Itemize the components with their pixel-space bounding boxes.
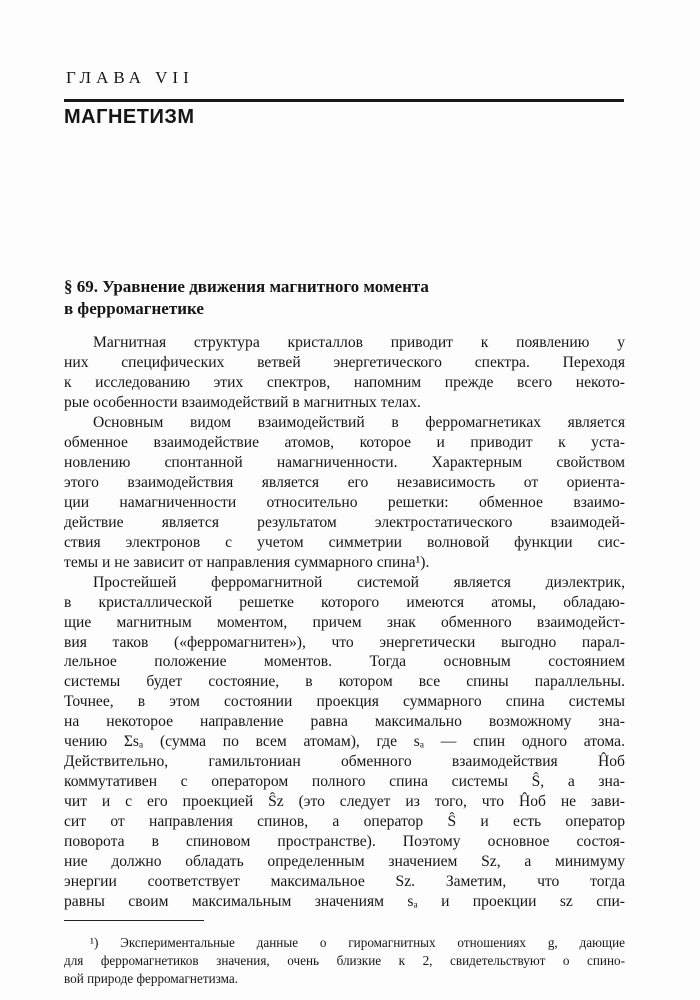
chapter-rule xyxy=(64,99,624,102)
text-line: ствия электронов с учетом симметрии волновой функции сис- xyxy=(64,533,625,551)
text-line: Основным видом взаимодействий в ферромагнетиках является xyxy=(93,413,625,431)
text-line: Точнее, в этом состоянии проекция суммарного спина системы xyxy=(64,693,625,711)
text-line: рые особенности взаимодействий в магнитных телах. xyxy=(64,393,421,411)
text-line: обменное взаимодействие атомов, которое и приводит к уста- xyxy=(64,433,625,451)
text-line: коммутативен с оператором полного спина системы Ŝ, а зна- xyxy=(64,773,625,791)
text-line: них специфических ветвей энергетического спектра. Переходя xyxy=(64,354,625,371)
text-line: к исследованию этих спектров, напомним прежде всего некото- xyxy=(64,373,625,391)
text-line: щие магнитным моментом, причем знак обменного взаимодейст- xyxy=(64,613,625,631)
text-line: энергии соответствует максимальное Sz. Заметим, что тогда xyxy=(64,873,625,891)
footnote-line: вой природе ферромагнетизма. xyxy=(64,971,239,986)
footnote-rule xyxy=(64,920,204,921)
text-line: поворота в спиновом пространстве). Поэтому основное состоя- xyxy=(64,833,625,851)
section-title-line: § 69. Уравнение движения магнитного момента xyxy=(64,277,429,296)
text-line: системы будет состояние, в котором все спины параллельны. xyxy=(64,673,625,691)
chapter-title: МАГНЕТИЗМ xyxy=(64,106,195,128)
section-title xyxy=(64,276,429,320)
text-line: вия таков («ферромагнитен»), что энергетически выгодно парал- xyxy=(64,633,625,651)
text-line: этого взаимодействия является его независимость от ориента- xyxy=(64,473,625,491)
text-line: равны своим максимальным значениям sₐ и проекции sz спи- xyxy=(64,893,625,910)
section-title-line: в ферромагнетике xyxy=(64,299,204,318)
text-line: на некоторое направление равна максимально возможному зна- xyxy=(64,713,625,731)
text-line: Магнитная структура кристаллов приводит к появлению у xyxy=(93,334,625,351)
footnote-line: для ферромагнетиков значения, очень близкие к 2, свидетельствуют о спино- xyxy=(64,953,625,968)
text-line: чит и с его проекцией Ŝz (это следует из того, что Ĥоб не зави- xyxy=(64,793,625,811)
text-line: ние должно обладать определенным значением Sz, а минимуму xyxy=(64,853,625,871)
text-line: новлению спонтанной намагниченности. Характерным свойством xyxy=(64,453,625,471)
text-line: сит от направления спинов, а оператор Ŝ и есть оператор xyxy=(64,813,625,831)
text-line: лельное положение моментов. Тогда основным состоянием xyxy=(64,653,625,671)
text-line: Простейшей ферромагнитной системой является диэлектрик, xyxy=(93,573,625,591)
text-line: чению Σsₐ (сумма по всем атомам), где sₐ — спин одного атома. xyxy=(64,733,625,751)
text-line: темы и не зависит от направления суммарного спина¹). xyxy=(64,553,430,571)
footnote-line: ¹) Экспериментальные данные о гиромагнитных отношениях g, дающие xyxy=(90,935,625,950)
text-line: в кристаллической решетке которого имеются атомы, обладаю- xyxy=(64,593,625,611)
chapter-label: ГЛАВА VII xyxy=(66,68,194,87)
text-line: действие является результатом электростатического взаимодей- xyxy=(64,513,625,531)
text-line: Действительно, гамильтониан обменного взаимодействия Ĥоб xyxy=(64,753,625,771)
text-line: ции намагниченности относительно решетки: обменное взаимо- xyxy=(64,493,625,511)
